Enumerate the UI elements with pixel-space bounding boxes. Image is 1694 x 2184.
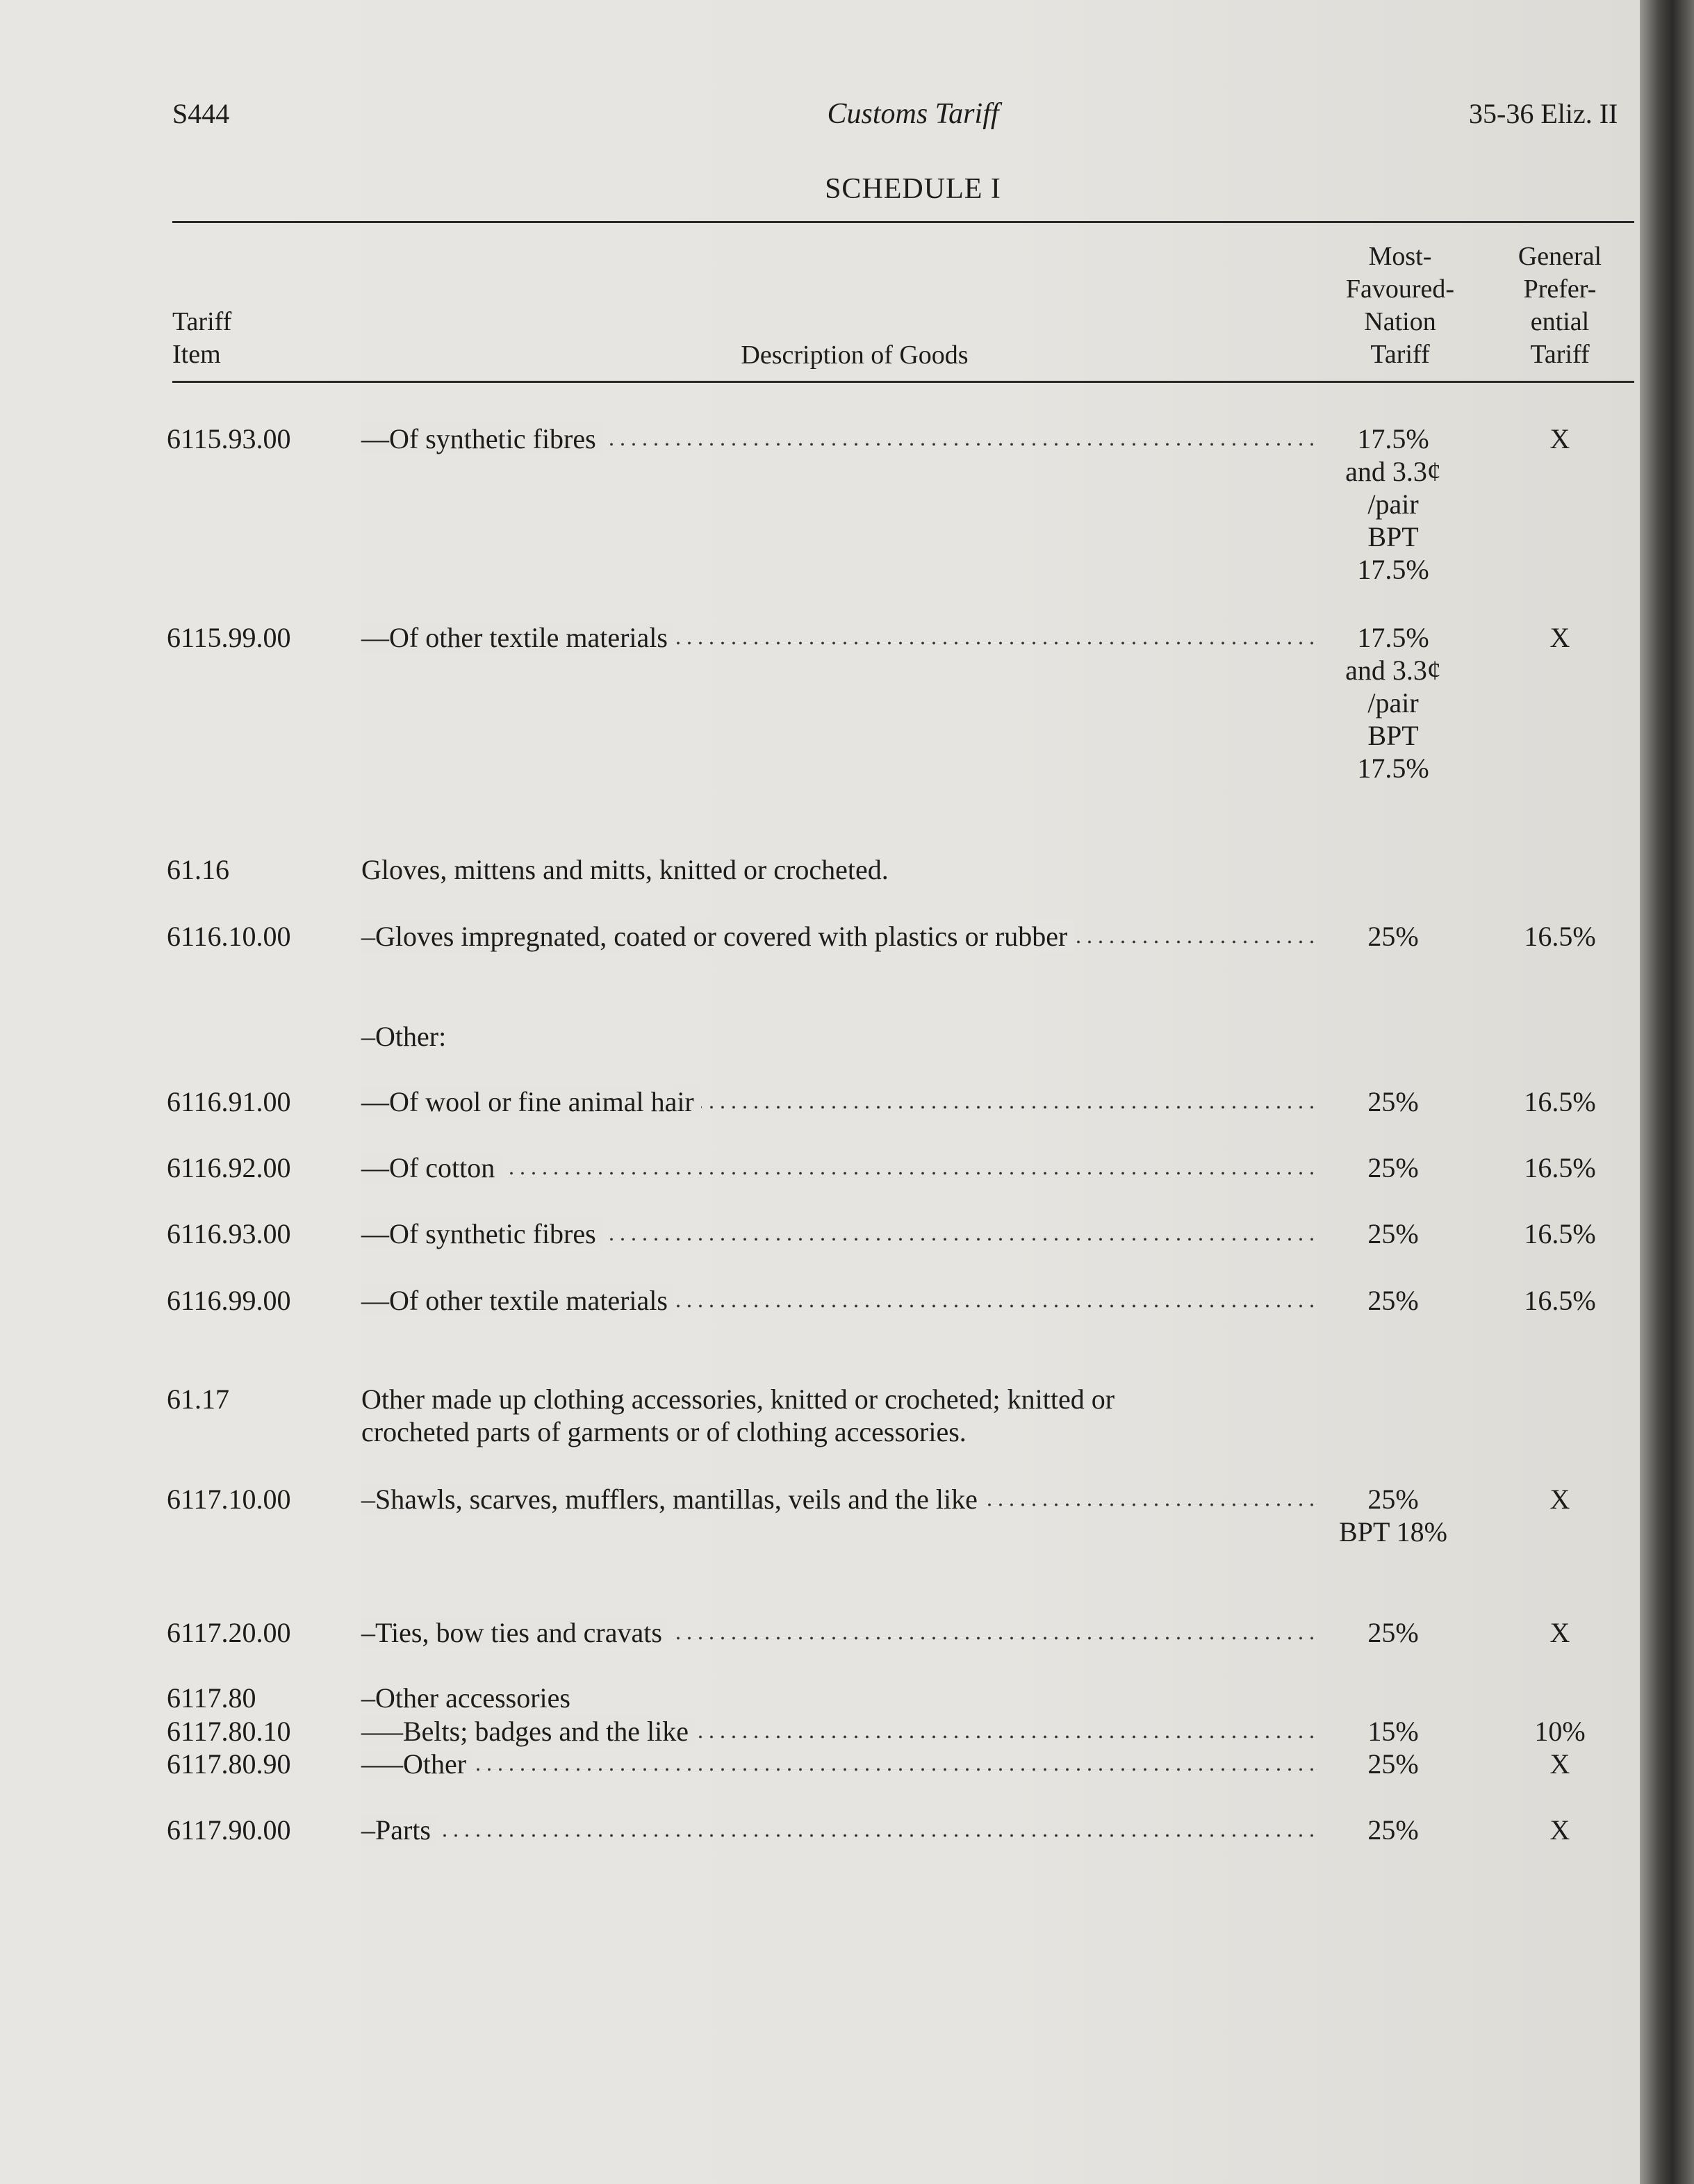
tariff-item-code: 6116.99.00	[167, 1285, 291, 1316]
tariff-item-code: 6116.93.00	[167, 1218, 291, 1249]
tariff-item-code: 6116.92.00	[167, 1152, 291, 1183]
tariff-item-code: 6117.10.00	[167, 1484, 291, 1515]
mfn-rate: 25%	[1367, 921, 1419, 952]
column-header-general-preferential-tariff: General Prefer- ential Tariff	[1518, 242, 1602, 369]
gpt-rate: X	[1549, 1748, 1570, 1780]
year-reference: 35-36 Eliz. II	[1469, 98, 1618, 129]
goods-description: —Of other textile materials	[361, 1284, 1320, 1317]
goods-description: —–Belts; badges and the like	[361, 1715, 1320, 1748]
mfn-rate: 17.5% and 3.3¢ /pair BPT 17.5%	[1345, 423, 1441, 585]
mfn-rate: 25% BPT 18%	[1339, 1484, 1447, 1547]
tariff-item-code: 6117.20.00	[167, 1617, 291, 1648]
goods-description: —Of synthetic fibres	[361, 422, 1320, 455]
goods-description: —–Other	[361, 1748, 1320, 1780]
subheading-description: –Other accessories	[361, 1682, 570, 1714]
mfn-rate: 25%	[1367, 1218, 1419, 1249]
gpt-rate: X	[1549, 622, 1570, 653]
goods-description: —Of other textile materials	[361, 621, 1320, 654]
tariff-item-code: 6115.99.00	[167, 622, 291, 653]
mfn-rate: 25%	[1367, 1152, 1419, 1183]
heading-number: 61.17	[167, 1384, 229, 1415]
top-rule	[172, 221, 1634, 223]
gpt-rate: X	[1549, 1617, 1570, 1648]
mfn-rate: 15%	[1367, 1716, 1419, 1747]
tariff-item-code: 6115.93.00	[167, 423, 291, 454]
subheading-description: –Other:	[361, 1021, 447, 1052]
goods-description: —Of cotton	[361, 1151, 1320, 1184]
goods-description: –Gloves impregnated, coated or covered with plastics or rubber	[361, 920, 1320, 953]
book-binding-edge	[1640, 0, 1694, 2184]
goods-description: —Of synthetic fibres	[361, 1217, 1320, 1250]
goods-description: –Parts	[361, 1814, 1320, 1846]
gpt-rate: 16.5%	[1524, 1152, 1596, 1183]
mfn-rate: 25%	[1367, 1748, 1419, 1780]
mfn-rate: 25%	[1367, 1285, 1419, 1316]
gpt-rate: 16.5%	[1524, 1218, 1596, 1249]
page-number: S444	[172, 98, 230, 129]
tariff-item-code: 6116.91.00	[167, 1086, 291, 1117]
gpt-rate: X	[1549, 1484, 1570, 1515]
heading-number: 61.16	[167, 854, 229, 885]
tariff-item-code: 6117.80.10	[167, 1716, 291, 1747]
mfn-rate: 25%	[1367, 1814, 1419, 1846]
schedule-title: SCHEDULE I	[825, 173, 1001, 205]
gpt-rate: 10%	[1534, 1716, 1586, 1747]
mfn-rate: 17.5% and 3.3¢ /pair BPT 17.5%	[1345, 622, 1441, 784]
column-header-mfn-tariff: Most- Favoured- Nation Tariff	[1345, 242, 1455, 369]
gpt-rate: 16.5%	[1524, 1285, 1596, 1316]
gpt-rate: 16.5%	[1524, 1086, 1596, 1117]
gpt-rate: X	[1549, 423, 1570, 454]
tariff-item-code: 6116.10.00	[167, 921, 291, 952]
heading-description: Gloves, mittens and mitts, knitted or crocheted.	[361, 854, 889, 885]
header-bottom-rule	[172, 381, 1634, 383]
gpt-rate: 16.5%	[1524, 921, 1596, 952]
running-title: Customs Tariff	[827, 98, 999, 130]
mfn-rate: 25%	[1367, 1086, 1419, 1117]
tariff-item-code: 6117.90.00	[167, 1814, 291, 1846]
mfn-rate: 25%	[1367, 1617, 1419, 1648]
heading-description: Other made up clothing accessories, knitted or crocheted; knitted or crocheted parts of garments or of clothing accessories.	[361, 1384, 1115, 1447]
goods-description: —Of wool or fine animal hair	[361, 1085, 1320, 1118]
goods-description: –Ties, bow ties and cravats	[361, 1616, 1320, 1649]
goods-description: –Shawls, scarves, mufflers, mantillas, veils and the like	[361, 1483, 1320, 1516]
tariff-item-code: 6117.80.90	[167, 1748, 291, 1780]
gpt-rate: X	[1549, 1814, 1570, 1846]
tariff-item-code: 6117.80	[167, 1682, 256, 1714]
column-header-tariff-item: Tariff Item	[172, 307, 232, 369]
column-header-description: Description of Goods	[741, 340, 969, 370]
